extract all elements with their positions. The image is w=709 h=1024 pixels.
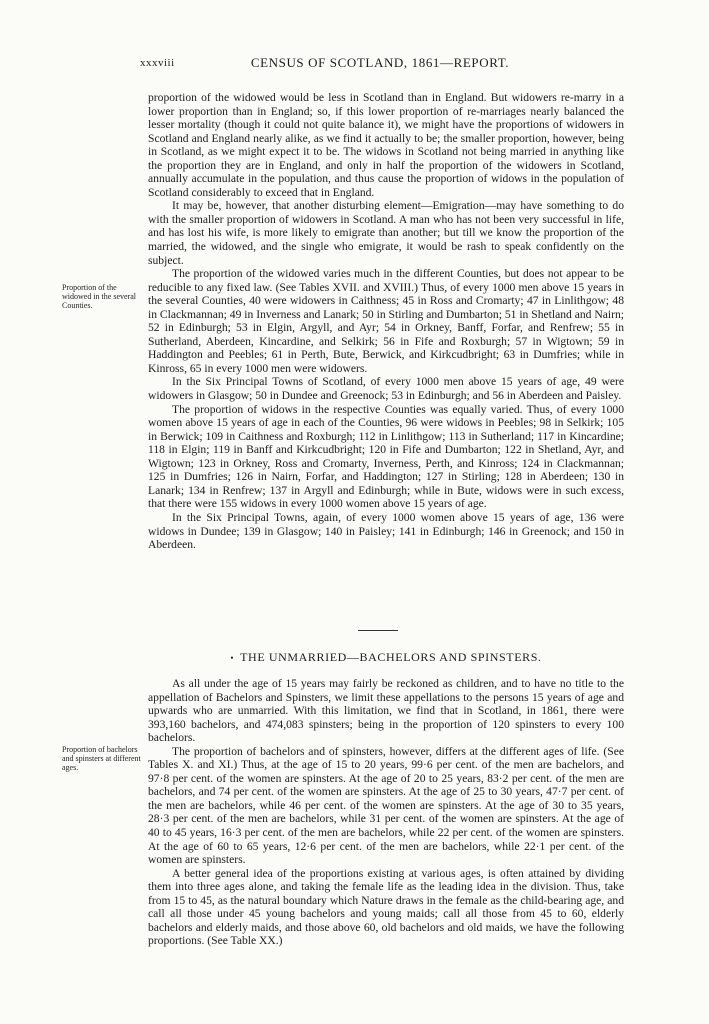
paragraph-widowers-towns: In the Six Principal Towns of Scotland, of every 1000 men above 15 years of age, 49 were widowers in Glasgow; 50 in Dundee and Greenock; 53 in Edinburgh; and 56 in Aberdeen and Paisley. xyxy=(148,375,624,403)
paragraph-bachelors-spinsters-ages: The proportion of bachelors and of spinsters, however, differs at the different ages of life. (See Tables X. and XI.) Thus, at the age of 15 to 20 years, 99·6 per cent. of the men are bachelors, and 97·8 per cent. of the women are spinsters. At the age of 20 to 25 years, 83·2 per cent. of the men are bachelors, and 74 per cent. of the women are spinsters. At the age of 25 to 30 years, 47·7 per cent. of the men are bachelors, while 46 per cent. of the women are spinsters. At the age of 30 to 35 years, 28·3 per cent. of the men are bachelors, while 31 per cent. of the women are spinsters. At the age of 40 to 45 years, 16·3 per cent. of the men are bachelors, while 22 per cent. of the women are spinsters. At the age of 60 to 65 years, 12·6 per cent. of the men are bachelors, while 22·1 per cent. of the women are spinsters. xyxy=(148,744,624,867)
text-block-top xyxy=(148,91,624,552)
margin-note-widowed-counties: Proportion of the widowed in the several Counties. xyxy=(62,283,136,310)
paragraph-emigration: It may be, however, that another disturbing element—Emigration—may have something to do with the smaller proportion of widowers in Scotland. A man who has not been very successful in life, and has lost his wife, is more likely to emigrate than another; but till we know the proportion of the married, the widowed, and the single who emigrate, it would be rash to speak confidently on the subject. xyxy=(148,199,624,267)
text-block-bottom xyxy=(148,677,624,948)
paragraph-widows-towns: In the Six Principal Towns, again, of every 1000 women above 15 years of age, 136 were widows in Dundee; 139 in Glasgow; 140 in Paisley; 141 in Edinburgh; 146 in Greenock; and 150 in Aberdeen. xyxy=(148,510,624,552)
paragraph-bachelors-spinsters-totals: As all under the age of 15 years may fairly be reckoned as children, and to have no title to the appellation of Bachelors and Spinsters, we limit these appellations to the persons 15 years of age and upwards who are unmarried. With this limitation, we find that in Scotland, in 1861, there were 393,160 bachelors, and 474,083 spinsters; being in the proportion of 120 spinsters to every 100 bachelors. xyxy=(148,677,624,745)
bullet-mark: • xyxy=(230,653,235,663)
page-number: xxxviii xyxy=(140,57,175,69)
section-heading-text: THE UNMARRIED—BACHELORS AND SPINSTERS. xyxy=(240,650,542,664)
running-title: CENSUS OF SCOTLAND, 1861—REPORT. xyxy=(250,55,510,70)
margin-note-bachelors-spinsters: Proportion of bachelors and spinsters at different ages. xyxy=(62,745,141,772)
paragraph-three-ages: A better general idea of the proportions existing at various ages, is often attained by dividing them into three ages alone, and taking the female life as the leading idea in the division. Thus, take from 15 to 45, as the natural boundary which Nature draws in the female as the child-bearing age, and call all those under 45 young bachelors and young maids; call all those from 45 to 60, elderly bachelors and elderly maids, and those above 60, old bachelors and old maids, we have the following proportions. (See Table XX.) xyxy=(148,866,624,948)
paragraph-widowers-counties: The proportion of the widowed varies much in the different Counties, but does not appear to be reducible to any fixed law. (See Tables XVII. and XVIII.) Thus, of every 1000 men above 15 years in the several Counties, 40 were widowers in Caithness; 45 in Ross and Cromarty; 47 in Linlithgow; 48 in Clackmannan; 49 in Inverness and Lanark; 50 in Stirling and Dumbarton; 51 in Shetland and Nairn; 52 in Edinburgh; 53 in Elgin, Argyll, and Ayr; 54 in Orkney, Banff, Forfar, and Renfrew; 55 in Sutherland, Aberdeen, Kincardine, and Selkirk; 56 in Fife and Roxburgh; 57 in Wigtown; 59 in Haddington and Peebles; 61 in Perth, Bute, Berwick, and Kirkcudbright; 63 in Dumfries; while in Kinross, 65 in every 1000 men were widowers. xyxy=(148,267,624,375)
section-heading-unmarried xyxy=(148,650,624,665)
section-divider xyxy=(358,630,398,631)
paragraph-widowed-remarry: proportion of the widowed would be less in Scotland than in England. But widowers re-marry in a lower proportion than in England; so, if this lower proportion of re-marriages nearly balanced the lesser mortality (though it could not quite balance it), we might have the proportions of widowers in Scotland and England nearly alike, as we find it actually to be; the smaller proportion, however, being in Scotland, as we might expect it to be. The widows in Scotland not being married in anything like the proportion they are in England, and only in half the proportion of the widowers in Scotland, annually accumulate in the population, and thus cause the proportion of widows in the population of Scotland considerably to exceed that in England. xyxy=(148,91,624,199)
paragraph-widows-counties: The proportion of widows in the respective Counties was equally varied. Thus, of every 1000 women above 15 years of age in each of the Counties, 96 were widows in Peebles; 98 in Selkirk; 105 in Berwick; 109 in Caithness and Roxburgh; 112 in Linlithgow; 113 in Sutherland; 117 in Kincardine; 118 in Elgin; 119 in Banff and Kirkcudbright; 120 in Fife and Dumbarton; 122 in Shetland, Ayr, and Wigtown; 123 in Orkney, Ross and Cromarty, Inverness, Perth, and Kinross; 124 in Clackmannan; 125 in Dumfries; 126 in Nairn, Forfar, and Haddington; 127 in Stirling; 128 in Aberdeen; 130 in Lanark; 134 in Renfrew; 137 in Argyll and Edinburgh; while in Bute, widows were in such excess, that there were 155 widows in every 1000 women above 15 years of age. xyxy=(148,402,624,511)
